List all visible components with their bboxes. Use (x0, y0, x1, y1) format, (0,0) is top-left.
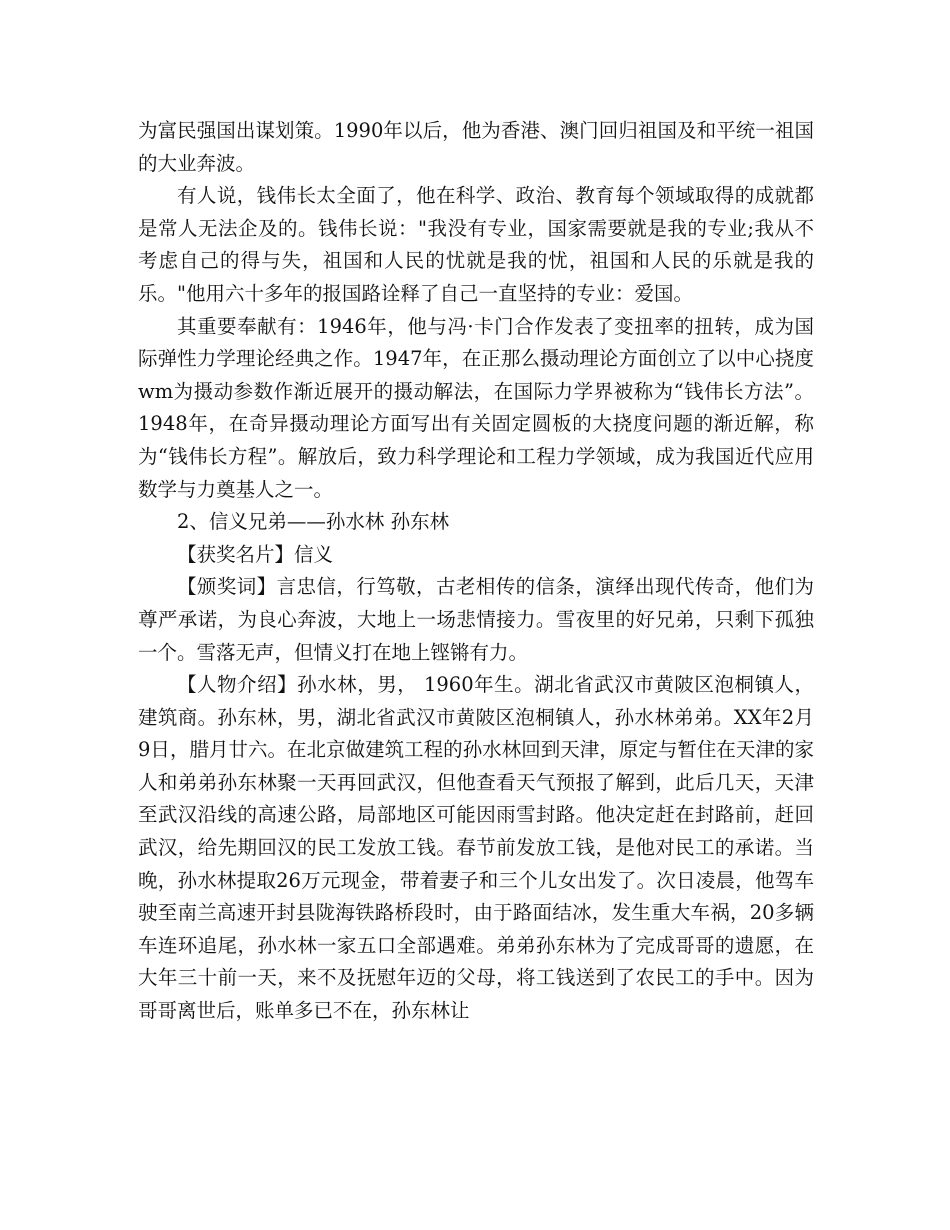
award-citation: 【颁奖词】言忠信，行笃敬，古老相传的信条，演绎出现代传奇，他们为尊严承诺，为良心奔波，大地上一场悲情接力。雪夜里的好兄弟，只剩下孤独一个。雪落无声，但情义打在地上铿锵有力。 (138, 575, 814, 664)
person-introduction: 【人物介绍】孙水林，男， 1960年生。湖北省武汉市黄陂区泡桐镇人，建筑商。孙东林，男，湖北省武汉市黄陂区泡桐镇人，孙水林弟弟。XX年2月9日，腊月廿六。在北京做建筑工程的孙水林回到天津，原定与暂住在天津的家人和弟弟孙东林聚一天再回武汉，但他查看天气预报了解到，此后几天，天津至武汉沿线的高速公路，局部地区可能因雨雪封路。他决定赶在封路前，赶回武汉，给先期回汉的民工发放工钱。春节前发放工钱，是他对民工的承诺。当晚，孙水林提取26万元现金，带着妻子和三个儿女出发了。次日凌晨，他驾车驶至南兰高速开封县陇海铁路桥段时，由于路面结冰，发生重大车祸，20多辆车连环追尾，孙水林一家五口全部遇难。弟弟孙东林为了完成哥哥的遗愿，在大年三十前一天，来不及抚慰年迈的父母，将工钱送到了农民工的手中。因为哥哥离世后，账单多已不在，孙东林让 (138, 673, 814, 1023)
paragraph-2: 有人说，钱伟长太全面了，他在科学、政治、教育每个领域取得的成就都是常人无法企及的。钱伟长说："我没有专业，国家需要就是我的专业;我从不考虑自己的得与失，祖国和人民的忧就是我的忧，祖国和人民的乐就是我的乐。"他用六十多年的报国路诠释了自己一直坚持的专业：爱国。 (138, 184, 814, 305)
paragraph-3: 其重要奉献有：1946年，他与冯·卡门合作发表了变扭率的扭转，成为国际弹性力学理论经典之作。1947年，在正那么摄动理论方面创立了以中心挠度wm为摄动参数作渐近展开的摄动解法，在国际力学界被称为“钱伟长方法”。1948年，在奇异摄动理论方面写出有关固定圆板的大挠度问题的渐近解，称为“钱伟长方程”。解放后，致力科学理论和工程力学领域，成为我国近代应用数学与力奠基人之一。 (138, 314, 814, 501)
document-body (138, 115, 814, 1028)
section-heading: 2、信义兄弟——孙水林 孙东林 (177, 510, 450, 534)
paragraph-1: 为富民强国出谋划策。1990年以后，他为香港、澳门回归祖国及和平统一祖国的大业奔波。 (138, 119, 814, 175)
award-title: 【获奖名片】信义 (177, 542, 334, 566)
